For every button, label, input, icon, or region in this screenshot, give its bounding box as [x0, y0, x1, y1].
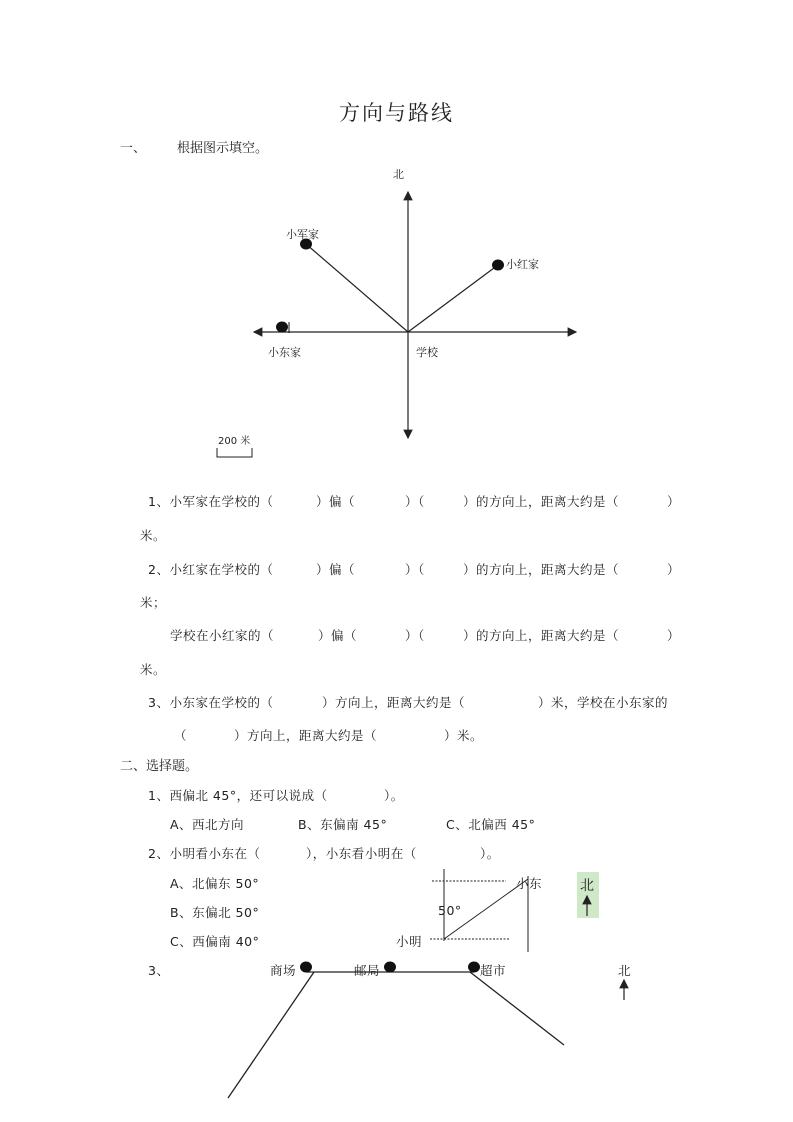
q1-part-a: 1、小军家在学校的（: [148, 494, 274, 509]
mall-dot: [300, 962, 312, 973]
s2-q1-option-a: A、西北方向: [170, 817, 245, 832]
supermarket-dot: [468, 962, 480, 973]
q3-part-d: （: [174, 728, 188, 743]
q1-part-f: 米。: [140, 528, 167, 543]
q2b-part-d: ）的方向上，距离大约是（: [463, 628, 620, 643]
q2b-part-a: 学校在小红家的（: [170, 628, 275, 643]
school-label: 学校: [416, 346, 438, 359]
s2-q3-number: 3、: [148, 963, 170, 978]
s2-q2-stem: 2、小明看小东在（: [148, 846, 261, 861]
section2-heading: 二、选择题。: [120, 759, 199, 774]
s2-q1-option-c: C、北偏西 45°: [446, 817, 536, 832]
q2-part-f: 米；: [140, 595, 167, 610]
q1-part-b: ）偏（: [316, 494, 356, 509]
s2-q1-stem: 1、西偏北 45°，还可以说成（: [148, 788, 328, 803]
xiaodong-label-2: 小东: [516, 876, 543, 891]
section1-heading: 根据图示填空。: [177, 141, 269, 156]
q2-part-c: ）（: [405, 562, 425, 577]
q3-part-e: ）方向上，距离大约是（: [234, 728, 378, 743]
scale-label: 200 米: [218, 436, 251, 447]
q2b-part-e: ）: [667, 628, 681, 643]
xiaohong-label: 小红家: [506, 258, 539, 271]
q2-part-b: ）偏（: [316, 562, 356, 577]
q1-part-c: ）（: [405, 494, 425, 509]
scale-bar: [217, 448, 252, 457]
q2b-part-b: ）偏（: [318, 628, 358, 643]
supermarket-label: 超市: [480, 963, 507, 978]
line-to-xiaohong: [408, 265, 498, 332]
q2-part-d: ）的方向上，距离大约是（: [463, 562, 620, 577]
s2-q1-end: ）。: [384, 788, 404, 803]
route-north-label: 北: [618, 963, 632, 978]
q1-part-e: ）: [667, 494, 681, 509]
north-label: 北: [393, 168, 404, 181]
page-title: 方向与路线: [339, 101, 454, 125]
q2b-part-c: ）（: [405, 628, 425, 643]
post-office-label: 邮局: [354, 963, 381, 978]
xiaojun-label: 小军家: [286, 228, 319, 241]
angle-label: 50°: [438, 903, 462, 918]
xiaohong-dot: [492, 260, 504, 271]
q2-part-a: 2、小红家在学校的（: [148, 562, 274, 577]
q3-part-a: 3、小东家在学校的（: [148, 695, 274, 710]
q3-part-b: ）方向上，距离大约是（: [322, 695, 466, 710]
section1-number: 一、: [120, 141, 147, 156]
post-office-dot: [384, 962, 396, 973]
s2-q2-option-b: B、东偏北 50°: [170, 905, 260, 920]
mall-label: 商场: [270, 963, 297, 978]
s2-q1-option-b: B、东偏南 45°: [298, 817, 388, 832]
q2b-part-f: 米。: [140, 662, 167, 677]
q3-part-f: ）米。: [444, 728, 484, 743]
xiaodong-label: 小东家: [268, 346, 301, 359]
route-right: [470, 972, 564, 1045]
q3-part-c: ）米，学校在小东家的: [538, 695, 669, 710]
q1-part-d: ）的方向上，距离大约是（: [463, 494, 620, 509]
q2-part-e: ）: [667, 562, 681, 577]
s2-q2-mid: ），小东看小明在（: [306, 846, 417, 861]
xiaodong-dot: [276, 322, 288, 333]
xiaoming-label: 小明: [396, 934, 423, 949]
line-to-xiaojun: [306, 244, 408, 332]
s2-q2-option-a: A、北偏东 50°: [170, 876, 260, 891]
s2-q2-end: ）。: [480, 846, 500, 861]
route-left: [228, 972, 314, 1098]
north-indicator-label: 北: [580, 878, 595, 894]
s2-q2-option-c: C、西偏南 40°: [170, 934, 260, 949]
